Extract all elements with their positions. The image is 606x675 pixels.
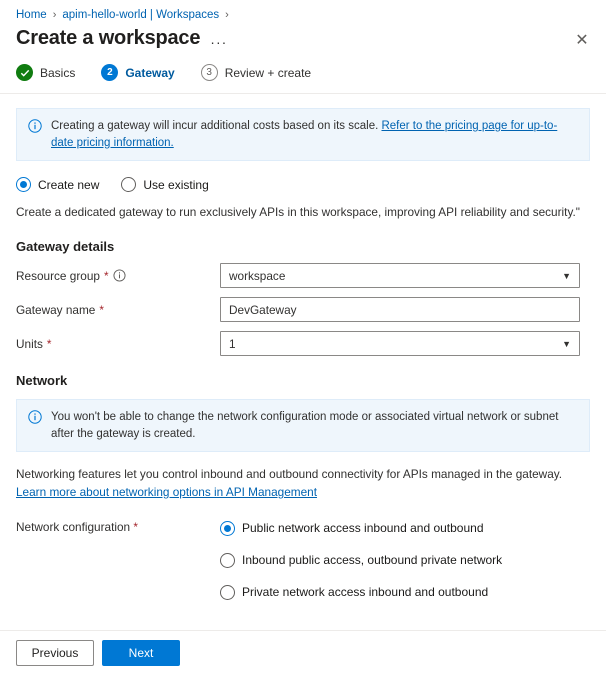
breadcrumb-item-workspaces[interactable]: apim-hello-world | Workspaces: [62, 9, 220, 21]
units-control: [220, 331, 580, 356]
radio-inbound-public-outbound-private[interactable]: [220, 553, 502, 568]
wizard-steps: [0, 50, 606, 81]
title-row: [0, 21, 606, 50]
breadcrumb-separator-icon-2: ›: [225, 9, 229, 21]
required-marker: *: [46, 336, 52, 351]
close-icon[interactable]: ✕: [575, 32, 589, 49]
field-gateway-name: [0, 288, 606, 322]
breadcrumb-separator-icon: ›: [52, 9, 57, 21]
gateway-description: Create a dedicated gateway to run exclusively APIs in this workspace, improving API reliability and security.": [16, 205, 580, 220]
resource-group-control: [220, 263, 580, 288]
network-configuration-label-text: Network configuration: [16, 519, 131, 534]
required-marker: *: [133, 519, 138, 534]
required-marker: *: [99, 302, 104, 317]
gateway-details-heading: Gateway details: [16, 239, 115, 255]
tab-gateway[interactable]: [101, 64, 174, 81]
radio-private-network-access-label: Private network access inbound and outbound: [242, 585, 489, 600]
network-info-text: You won't be able to change the network configuration mode or associated virtual network or subnet after the gateway is created.: [51, 411, 559, 440]
network-note: [0, 452, 606, 501]
tab-basics-label: Basics: [40, 65, 76, 80]
network-infobar: [16, 399, 590, 452]
radio-create-new-indicator[interactable]: [16, 177, 31, 192]
required-marker: *: [103, 268, 109, 283]
breadcrumb: [0, 0, 606, 21]
radio-inbound-public-outbound-private-label: Inbound public access, outbound private network: [242, 553, 503, 568]
previous-button[interactable]: Previous: [16, 640, 94, 666]
network-note-text: Networking features let you control inbound and outbound connectivity for APIs managed in the gateway.: [16, 467, 563, 482]
gateway-mode-radio-group: [0, 161, 606, 192]
breadcrumb-item-home[interactable]: Home: [16, 9, 47, 21]
radio-create-new-label: Create new: [38, 177, 100, 192]
gateway-name-control: [220, 297, 580, 322]
more-actions-icon[interactable]: ···: [210, 33, 228, 50]
radio-create-new[interactable]: [16, 177, 99, 192]
network-configuration-options: [220, 520, 502, 600]
gateway-name-label-text: Gateway name: [16, 302, 96, 317]
gateway-cost-message: Creating a gateway will incur additional costs based on its scale.: [51, 120, 382, 132]
resource-group-select[interactable]: [220, 263, 580, 288]
pricing-page-link[interactable]: Refer to the pricing page for up-to-date pricing information.: [51, 120, 558, 149]
resource-group-value: workspace: [229, 268, 286, 283]
tab-gateway-label: Gateway: [125, 65, 175, 80]
resource-group-label-text: Resource group: [16, 268, 100, 283]
gateway-name-input[interactable]: [220, 297, 580, 322]
gateway-cost-infobar: [16, 108, 590, 161]
field-resource-group: [0, 254, 606, 288]
step-2-badge: 2: [101, 64, 118, 81]
page-title: Create a workspace: [16, 27, 201, 49]
info-icon: [28, 119, 42, 133]
units-label-text: Units: [16, 336, 43, 351]
radio-inbound-public-outbound-private-indicator[interactable]: [220, 553, 235, 568]
network-heading: Network: [16, 373, 68, 389]
units-value: 1: [229, 336, 236, 351]
tab-review-create[interactable]: [201, 64, 311, 81]
chevron-down-icon: ▼: [562, 338, 571, 349]
networking-options-link[interactable]: Learn more about networking options in API Management: [16, 485, 318, 500]
radio-use-existing[interactable]: [121, 177, 208, 192]
units-select[interactable]: [220, 331, 580, 356]
units-label: [16, 337, 220, 351]
chevron-down-icon: ▼: [562, 270, 571, 281]
network-configuration-label: [16, 520, 220, 600]
resource-group-label: [16, 269, 220, 283]
step-3-badge: 3: [201, 64, 218, 81]
radio-private-network-access-indicator[interactable]: [220, 585, 235, 600]
radio-private-network-access[interactable]: [220, 585, 502, 600]
radio-public-network-access-indicator[interactable]: [220, 521, 235, 536]
info-help-icon[interactable]: [113, 269, 126, 282]
network-configuration-group: [0, 502, 606, 600]
gateway-name-label: [16, 303, 220, 317]
field-units: [0, 322, 606, 356]
check-icon: [16, 64, 33, 81]
wizard-footer: [0, 630, 606, 675]
next-button[interactable]: Next: [102, 640, 180, 666]
radio-use-existing-label: Use existing: [143, 177, 209, 192]
radio-public-network-access[interactable]: [220, 521, 502, 536]
tab-review-create-label: Review + create: [224, 65, 312, 80]
gateway-cost-text: [51, 118, 578, 151]
tab-basics[interactable]: [16, 64, 75, 81]
gateway-name-value: DevGateway: [229, 302, 297, 317]
radio-public-network-access-label: Public network access inbound and outbound: [242, 521, 484, 536]
radio-use-existing-indicator[interactable]: [121, 177, 136, 192]
info-icon: [28, 410, 42, 424]
